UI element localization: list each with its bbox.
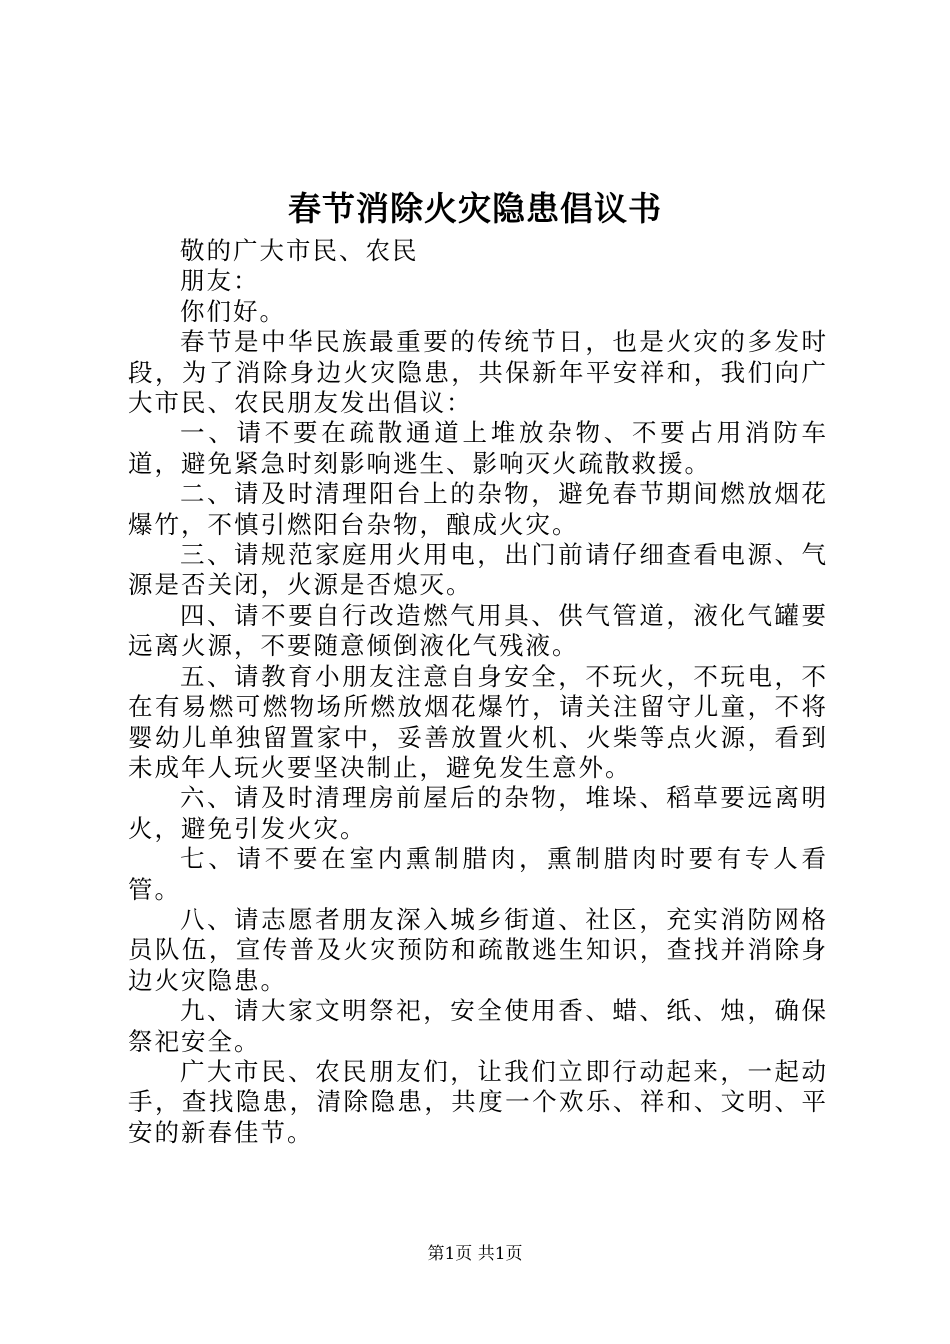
paragraph-item-5: 五、请教育小朋友注意自身安全，不玩火，不玩电，不在有易燃可燃物场所燃放烟花爆竹，请关注留守儿童，不将婴幼儿单独留置家中，妥善放置火机、火柴等点火源，看到未成年人玩火要坚决制止，避免发生意外。 — [128, 661, 828, 782]
greeting: 你们好。 — [180, 296, 286, 326]
document-title: 春节消除火灾隐患倡议书 — [288, 189, 662, 228]
paragraph-item-3: 三、请规范家庭用火用电，出门前请仔细查看电源、气源是否关闭，火源是否熄灭。 — [128, 540, 828, 600]
paragraph-item-2: 二、请及时清理阳台上的杂物，避免春节期间燃放烟花爆竹，不慎引燃阳台杂物，酿成火灾。 — [128, 479, 828, 539]
paragraph-item-1: 一、请不要在疏散通道上堆放杂物、不要占用消防车道，避免紧急时刻影响逃生、影响灭火疏散救援。 — [128, 418, 828, 478]
paragraph-closing: 广大市民、农民朋友们，让我们立即行动起来，一起动手，查找隐患，清除隐患，共度一个欢乐、祥和、文明、平安的新春佳节。 — [128, 1056, 828, 1147]
paragraph-item-7: 七、请不要在室内熏制腊肉，熏制腊肉时要有专人看管。 — [128, 844, 828, 904]
page-footer: 第1页 共1页 — [427, 1244, 523, 1264]
paragraph-item-8: 八、请志愿者朋友深入城乡街道、社区，充实消防网格员队伍，宣传普及火灾预防和疏散逃生知识，查找并消除身边火灾隐患。 — [128, 904, 828, 995]
paragraph-intro: 春节是中华民族最重要的传统节日，也是火灾的多发时段，为了消除身边火灾隐患，共保新年平安祥和，我们向广大市民、农民朋友发出倡议： — [128, 327, 828, 418]
salutation-line-1: 敬的广大市民、农民 — [180, 236, 419, 265]
paragraph-item-9: 九、请大家文明祭祀，安全使用香、蜡、纸、烛，确保祭祀安全。 — [128, 996, 828, 1056]
salutation-line-2: 朋友： — [180, 266, 260, 296]
paragraph-item-6: 六、请及时清理房前屋后的杂物，堆垛、稻草要远离明火，避免引发火灾。 — [128, 783, 828, 843]
paragraph-item-4: 四、请不要自行改造燃气用具、供气管道，液化气罐要远离火源，不要随意倾倒液化气残液。 — [128, 600, 828, 661]
document-body — [128, 236, 828, 1148]
